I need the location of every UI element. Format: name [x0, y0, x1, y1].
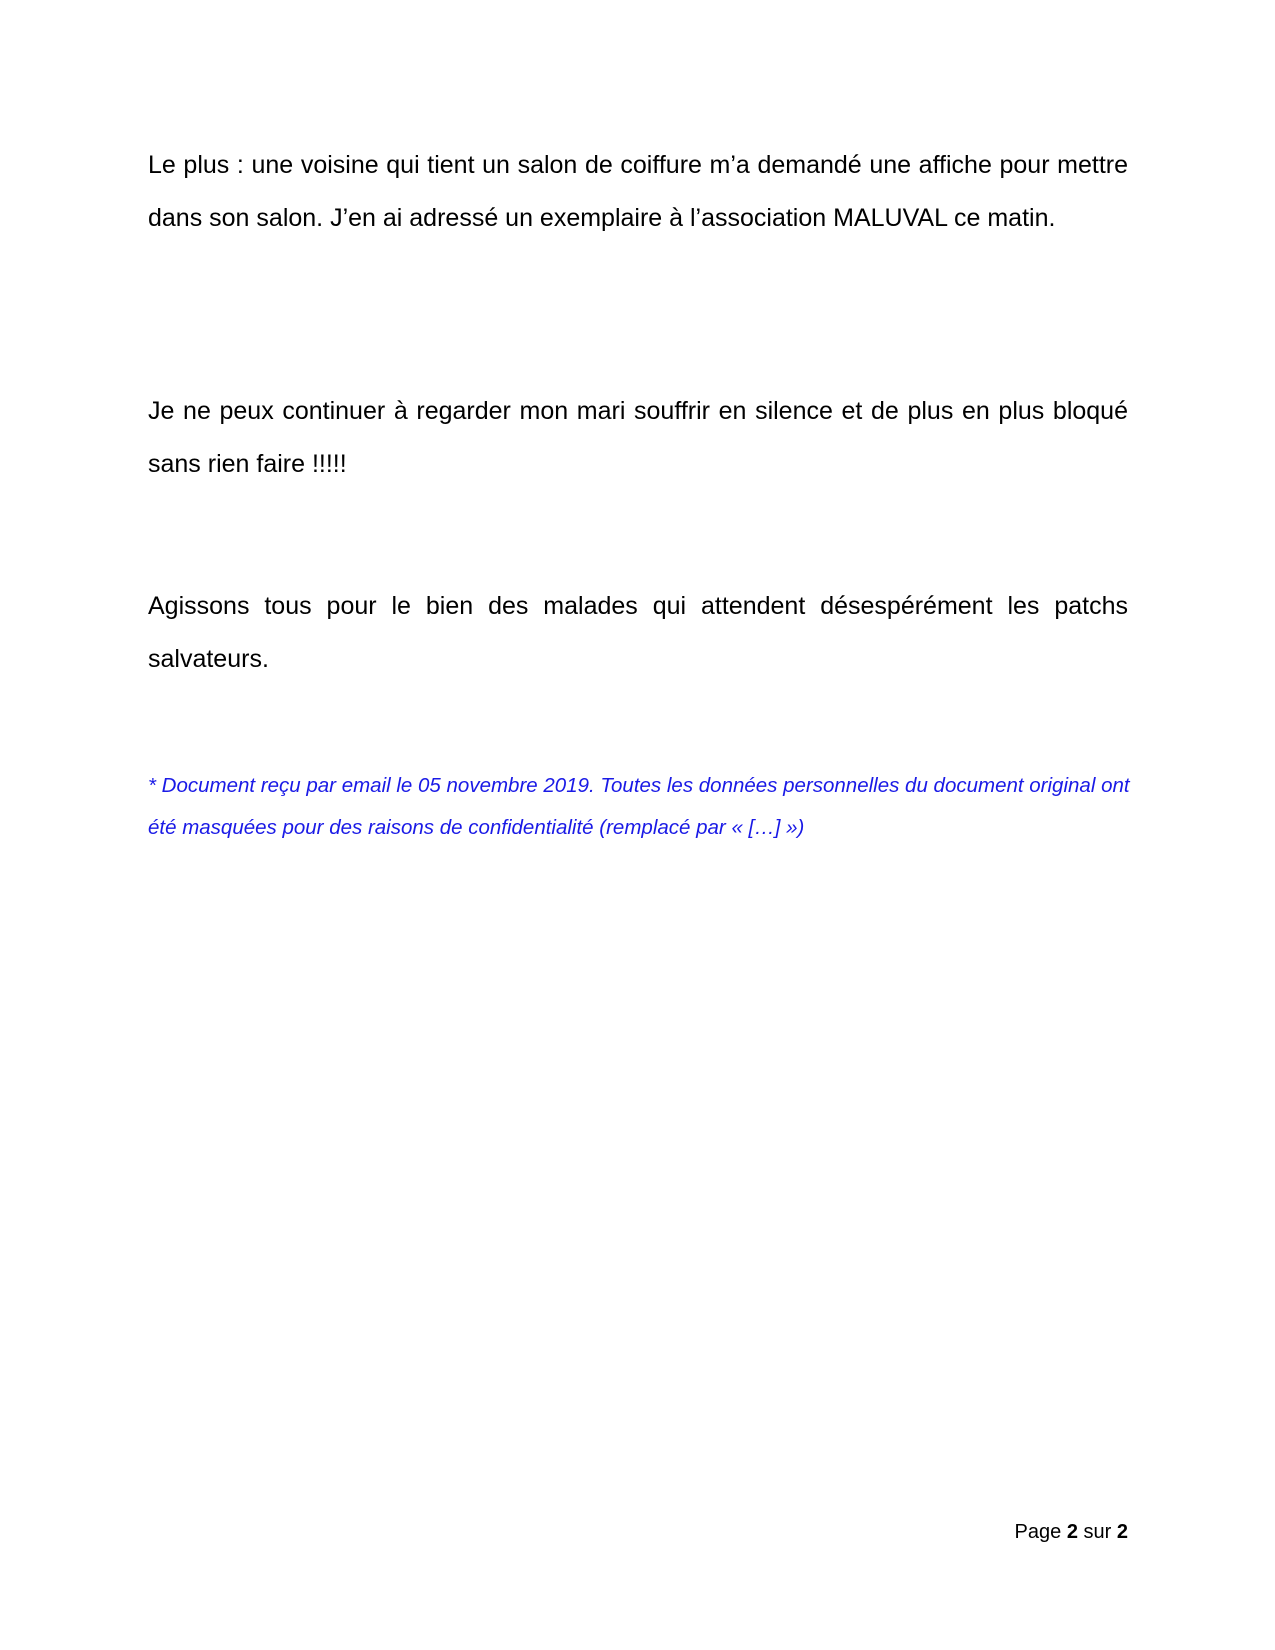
current-page-number: 2: [1066, 1521, 1078, 1543]
page-number-footer: [1015, 1518, 1128, 1546]
total-pages-number: 2: [1116, 1521, 1128, 1543]
confidentiality-note: * Document reçu par email le 05 novembre 2019. Toutes les données personnelles du document original ont été masquées pour des raisons de confidentialité (remplacé par « […] »): [148, 774, 1130, 839]
page-label: Page: [1014, 1521, 1062, 1543]
page-of-label: sur: [1083, 1521, 1112, 1543]
paragraph-poster: Le plus : une voisine qui tient un salon de coiffure m’a demandé une affiche pour mettre dans son salon. J’en ai adressé un exemplaire à l’association MALUVAL ce matin.: [148, 151, 1128, 232]
paragraph-husband: Je ne peux continuer à regarder mon mari souffrir en silence et de plus en plus bloqué sans rien faire !!!!!: [148, 397, 1128, 478]
paragraph-call-to-action: Agissons tous pour le bien des malades qui attendent désespérément les patchs salvateurs.: [148, 592, 1128, 673]
